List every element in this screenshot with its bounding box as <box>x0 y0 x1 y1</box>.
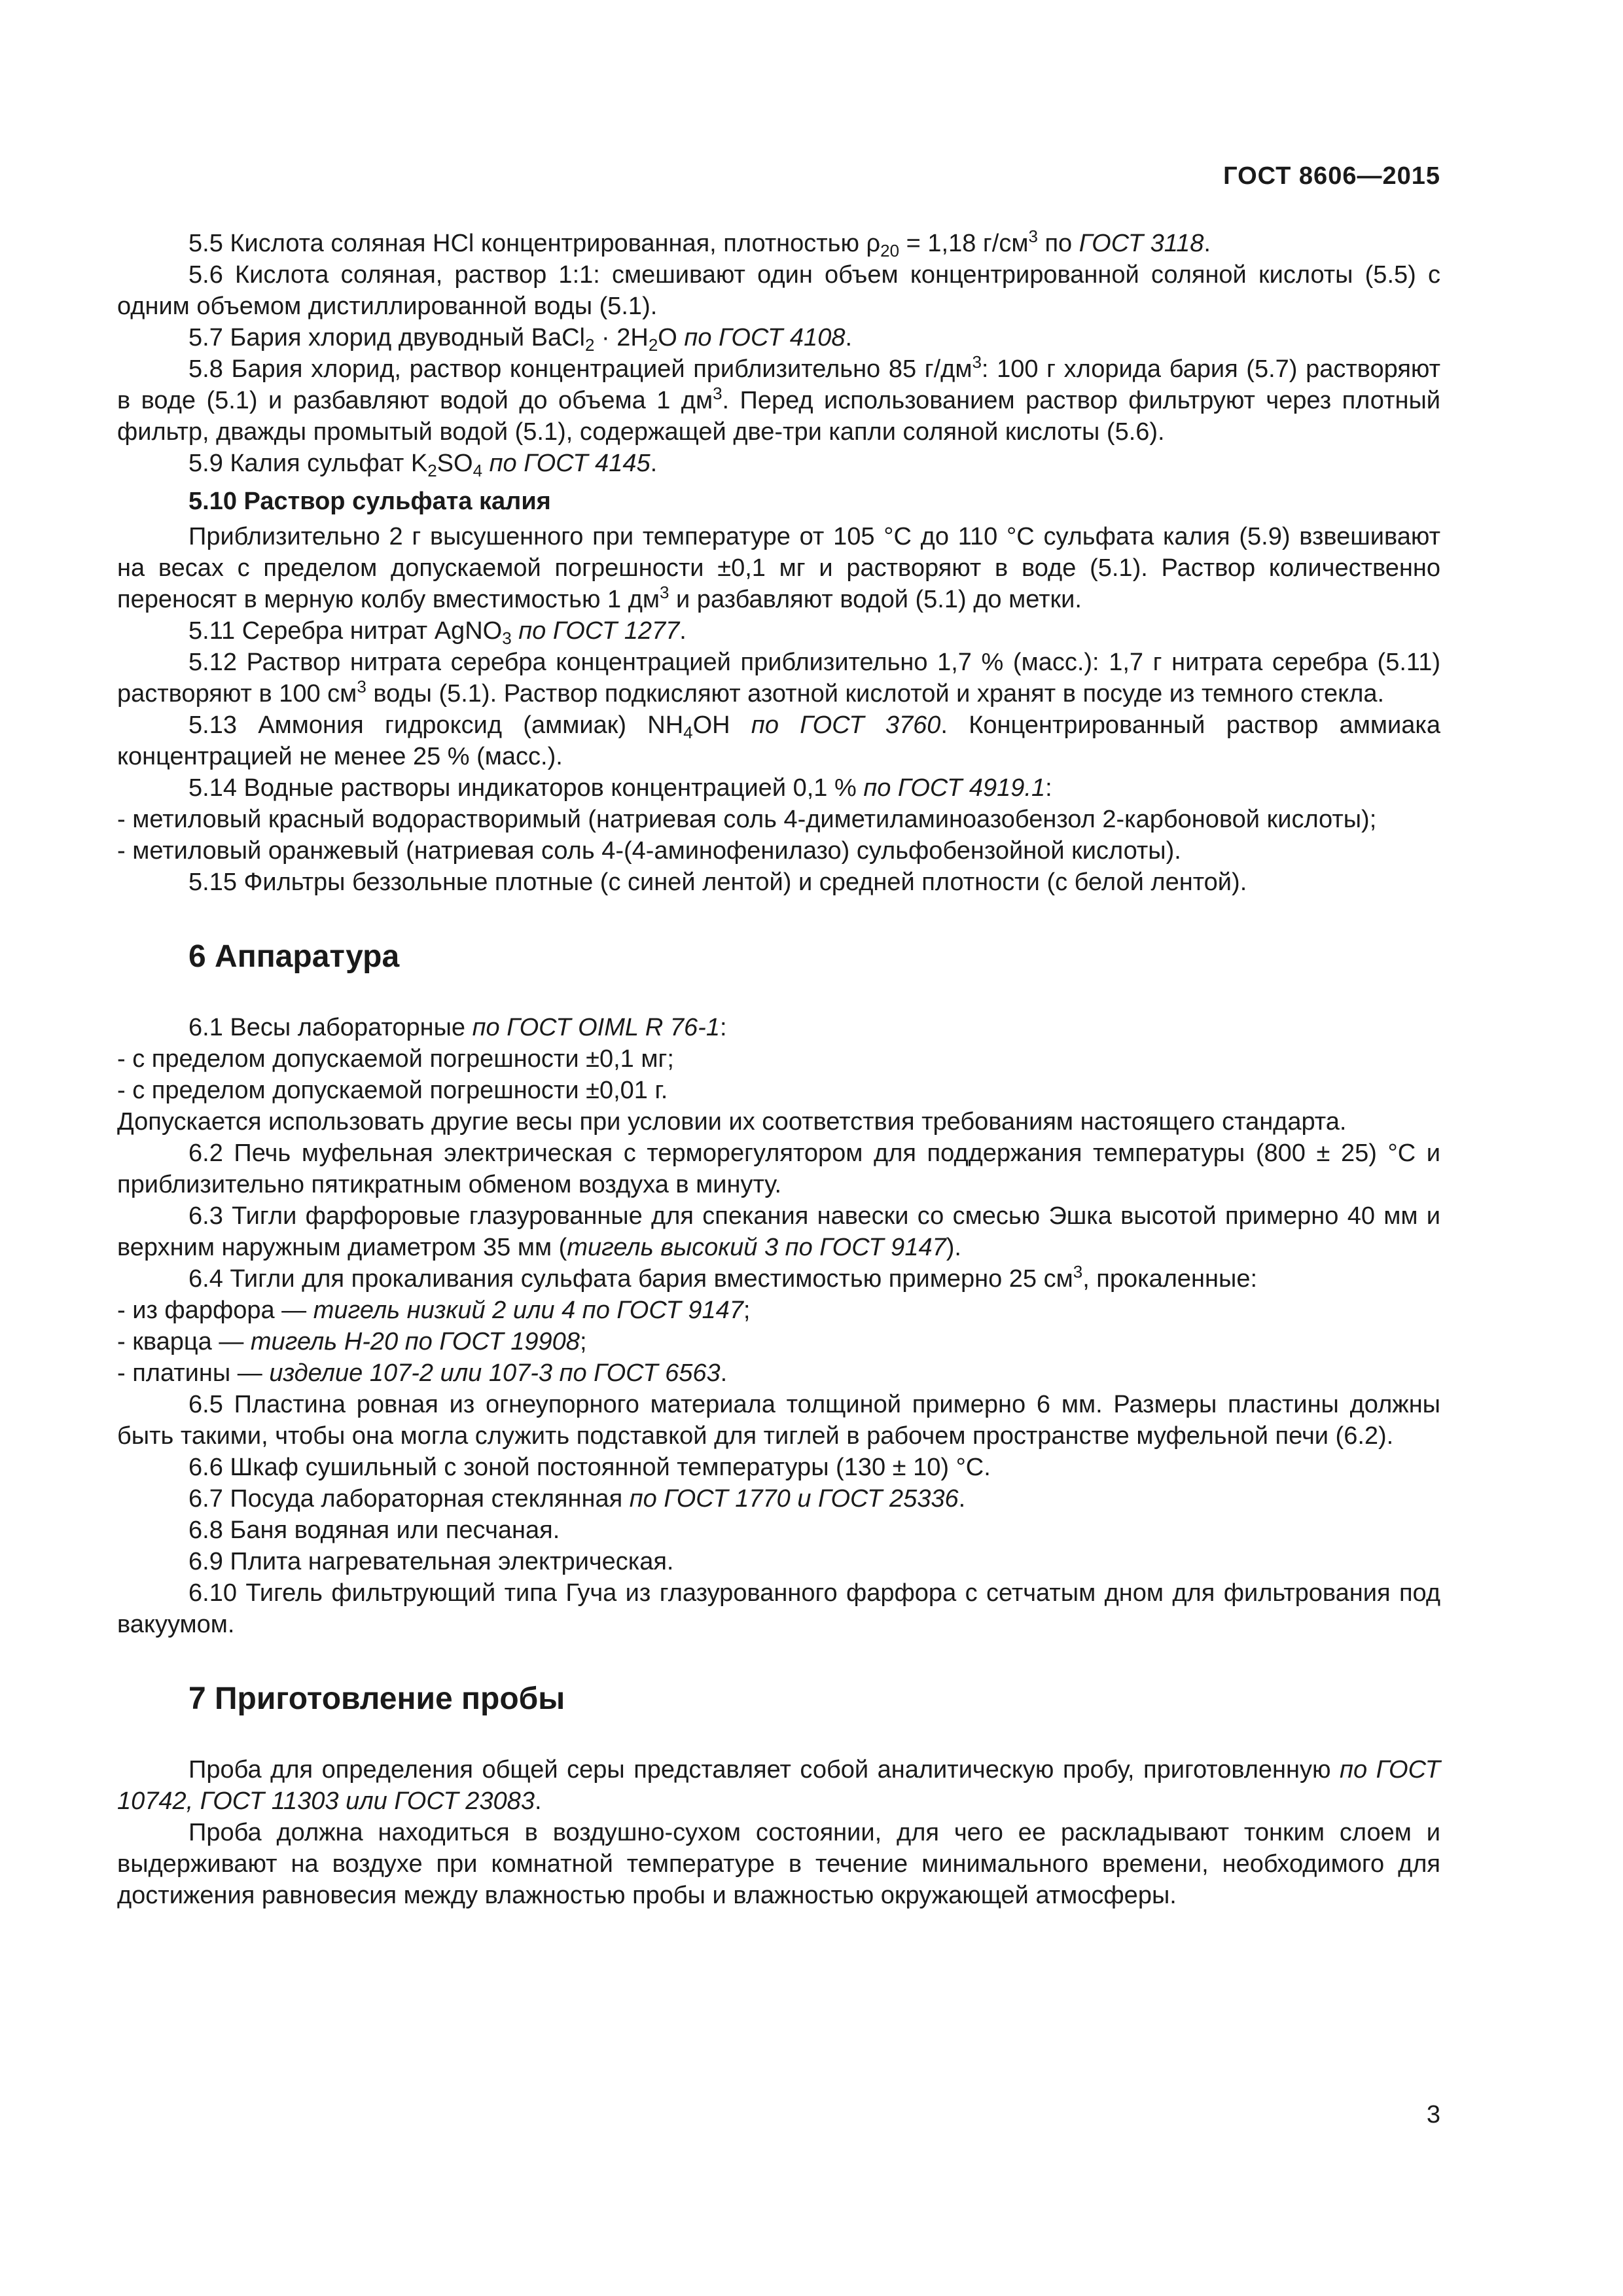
list-item: - метиловый красный водорастворимый (натриевая соль 4-диметиламиноазобензол 2-карбоновой кислоты); <box>117 806 1377 833</box>
text: SO <box>437 450 473 477</box>
standard-reference: тигель Н-20 по ГОСТ 19908 <box>250 1328 580 1355</box>
document-body <box>117 228 1440 1911</box>
paragraph-5-8 <box>117 353 1440 448</box>
text: Приблизительно 2 г высушенного при температуре от 105 °С до 110 °С сульфата калия (5.9) взвешивают на весах с пределом допускаемой погрешности ±0,1 мг и растворяют в воде (5.1). Раствор количественно переносят в мерную колбу вместимостью 1 дм <box>117 523 1440 613</box>
paragraph-6-3 <box>117 1200 1440 1263</box>
text: ; <box>579 1328 587 1355</box>
text: 6.7 Посуда лабораторная стеклянная <box>188 1485 630 1513</box>
list-item: - с пределом допускаемой погрешности ±0,01 г. <box>117 1077 668 1104</box>
superscript: 3 <box>1073 1262 1083 1282</box>
text: - платины — <box>117 1359 270 1387</box>
superscript: 3 <box>660 583 669 602</box>
text: : <box>1045 774 1052 802</box>
text: O <box>658 324 685 351</box>
standard-reference: по ГОСТ 4108 <box>684 324 846 351</box>
paragraph-6-8: 6.8 Баня водяная или песчаная. <box>188 1516 560 1544</box>
text: Проба для определения общей серы представляет собой аналитическую пробу, приготовленную <box>188 1756 1340 1784</box>
subscript: 2 <box>427 461 437 480</box>
standard-reference: ГОСТ 3118 <box>1079 230 1204 257</box>
paragraph-6-9: 6.9 Плита нагревательная электрическая. <box>188 1548 674 1575</box>
text: ). <box>946 1234 961 1261</box>
paragraph-5-5 <box>117 228 1440 259</box>
text: 5.11 Серебра нитрат AgNO <box>188 617 503 645</box>
paragraph-7-1 <box>117 1754 1440 1817</box>
text: - из фарфора — <box>117 1297 313 1324</box>
text: и разбавляют водой (5.1) до метки. <box>669 586 1082 613</box>
document-header: ГОСТ 8606—2015 <box>1223 162 1440 190</box>
subscript: 4 <box>683 723 693 742</box>
superscript: 3 <box>1028 226 1038 246</box>
list-item <box>117 1295 1440 1326</box>
standard-reference: по ГОСТ 10742, ГОСТ 11303 или ГОСТ 23083 <box>117 1756 1440 1815</box>
standard-reference: по ГОСТ 4919.1 <box>863 774 1046 802</box>
standard-reference: по ГОСТ OIML R 76-1 <box>472 1014 720 1041</box>
paragraph-5-9 <box>117 448 1440 479</box>
text: . <box>650 450 658 477</box>
subscript: 20 <box>880 241 900 260</box>
text: . Концентрированный раствор аммиака концентрацией не менее 25 % (масс.). <box>117 711 1441 770</box>
paragraph-5-14 <box>117 772 1440 804</box>
text: : <box>719 1014 727 1041</box>
text <box>482 450 490 477</box>
list-item <box>117 1326 1440 1357</box>
text <box>512 617 519 645</box>
text: . Перед использованием раствор фильтруют через плотный фильтр, дважды промытый водой (5.1), содержащей две-три капли соляной кислоты (5.6). <box>117 387 1440 446</box>
standard-reference: по ГОСТ 1770 и ГОСТ 25336 <box>629 1485 959 1513</box>
text: 5.14 Водные растворы индикаторов концентрацией 0,1 % <box>188 774 864 802</box>
subscript: 2 <box>584 335 595 355</box>
paragraph-5-15: 5.15 Фильтры беззольные плотные (с синей лентой) и средней плотности (с белой лентой). <box>188 869 1247 896</box>
list-item: - метиловый оранжевый (натриевая соль 4-(4-аминофенилазо) сульфобензойной кислоты). <box>117 837 1181 865</box>
text: 5.9 Калия сульфат K <box>188 450 428 477</box>
superscript: 3 <box>357 677 366 696</box>
paragraph-6-1-note: Допускается использовать другие весы при условии их соответствия требованиям настоящего стандарта. <box>117 1108 1347 1136</box>
paragraph-5-10 <box>117 521 1440 615</box>
section-heading-6: 6 Аппаратура <box>188 939 400 974</box>
page-number: 3 <box>1426 2101 1440 2128</box>
text: . <box>679 617 687 645</box>
text: 5.7 Бария хлорид двуводный BaCl <box>188 324 585 351</box>
paragraph-6-1 <box>117 1012 1440 1043</box>
text: - кварца — <box>117 1328 251 1355</box>
paragraph-6-6: 6.6 Шкаф сушильный с зоной постоянной температуры (130 ± 10) °С. <box>188 1454 991 1481</box>
superscript: 3 <box>972 352 982 372</box>
text: 6.4 Тигли для прокаливания сульфата бария вместимостью примерно 25 см <box>188 1265 1073 1293</box>
standard-reference: тигель низкий 2 или 4 по ГОСТ 9147 <box>313 1297 743 1324</box>
standard-reference: изделие 107-2 или 107-3 по ГОСТ 6563 <box>269 1359 721 1387</box>
text: , прокаленные: <box>1082 1265 1258 1293</box>
list-item <box>117 1357 1440 1389</box>
text: 5.5 Кислота соляная HCl концентрированная, плотностью ρ <box>188 230 881 257</box>
standard-reference: по ГОСТ 1277 <box>518 617 680 645</box>
text: ; <box>743 1297 751 1324</box>
section-heading-7: 7 Приготовление пробы <box>188 1681 565 1716</box>
paragraph-5-7 <box>117 322 1440 353</box>
text: 6.1 Весы лабораторные <box>188 1014 473 1041</box>
text: 5.12 Раствор нитрата серебра концентрацией приблизительно 1,7 % (масс.): 1,7 г нитрата серебра (5.11) растворяют в 100 см <box>117 649 1440 708</box>
subscript: 3 <box>502 628 512 648</box>
paragraph-5-11 <box>117 615 1440 647</box>
text: 6.3 Тигли фарфоровые глазурованные для спекания навески со смесью Эшка высотой примерно 40 мм и верхним наружным диаметром 35 мм ( <box>117 1202 1440 1261</box>
paragraph-5-6: 5.6 Кислота соляная, раствор 1:1: смешивают один объем концентрированной соляной кислоты (5.5) с одним объемом дистиллированной воды (5.1). <box>117 261 1440 320</box>
list-item: - с пределом допускаемой погрешности ±0,1 мг; <box>117 1045 674 1073</box>
text: по <box>1037 230 1079 257</box>
paragraph-6-10: 6.10 Тигель фильтрующий типа Гуча из глазурованного фарфора с сетчатым дном для фильтрования под вакуумом. <box>117 1579 1440 1638</box>
text: . <box>1204 230 1211 257</box>
subsection-heading-5-10: 5.10 Раствор сульфата калия <box>188 488 551 515</box>
superscript: 3 <box>713 384 722 403</box>
text: 5.8 Бария хлорид, раствор концентрацией приблизительно 85 г/дм <box>188 355 972 383</box>
paragraph-5-13 <box>117 709 1440 772</box>
subscript: 4 <box>473 461 483 480</box>
paragraph-6-2: 6.2 Печь муфельная электрическая с терморегулятором для поддержания температуры (800 ± 25) °С и приблизительно пятикратным обменом воздуха в минуту. <box>117 1139 1440 1198</box>
text: = 1,18 г/см <box>899 230 1029 257</box>
paragraph-7-2: Проба должна находиться в воздушно-сухом состоянии, для чего ее раскладывают тонким слоем и выдерживают на воздухе при комнатной температуре в течение минимального времени, необходимого для достижения равновесия между влажностью пробы и влажностью окружающей атмосферы. <box>117 1819 1440 1909</box>
standard-reference: по ГОСТ 4145 <box>489 450 651 477</box>
paragraph-6-4 <box>117 1263 1440 1295</box>
subscript: 2 <box>648 335 658 355</box>
text: . <box>845 324 853 351</box>
standard-reference: тигель высокий 3 по ГОСТ 9147 <box>567 1234 946 1261</box>
text: 5.13 Аммония гидроксид (аммиак) NH <box>188 711 684 739</box>
paragraph-6-7 <box>117 1483 1440 1515</box>
text: . <box>720 1359 728 1387</box>
text: . <box>958 1485 966 1513</box>
text: воды (5.1). Раствор подкисляют азотной кислотой и хранят в посуде из темного стекла. <box>366 680 1385 708</box>
paragraph-5-12 <box>117 647 1440 709</box>
text: · 2H <box>594 324 649 351</box>
paragraph-6-5: 6.5 Пластина ровная из огнеупорного материала толщиной примерно 6 мм. Размеры пластины должны быть такими, чтобы она могла служить подставкой для тиглей в рабочем пространстве муфельной печи (6.2). <box>117 1391 1440 1450</box>
text: : 100 г хлорида бария (5.7) растворяют в воде (5.1) и разбавляют водой до объема 1 дм <box>117 355 1440 414</box>
text: . <box>534 1787 542 1815</box>
text: OH <box>692 711 751 739</box>
standard-reference: по ГОСТ 3760 <box>751 711 941 739</box>
